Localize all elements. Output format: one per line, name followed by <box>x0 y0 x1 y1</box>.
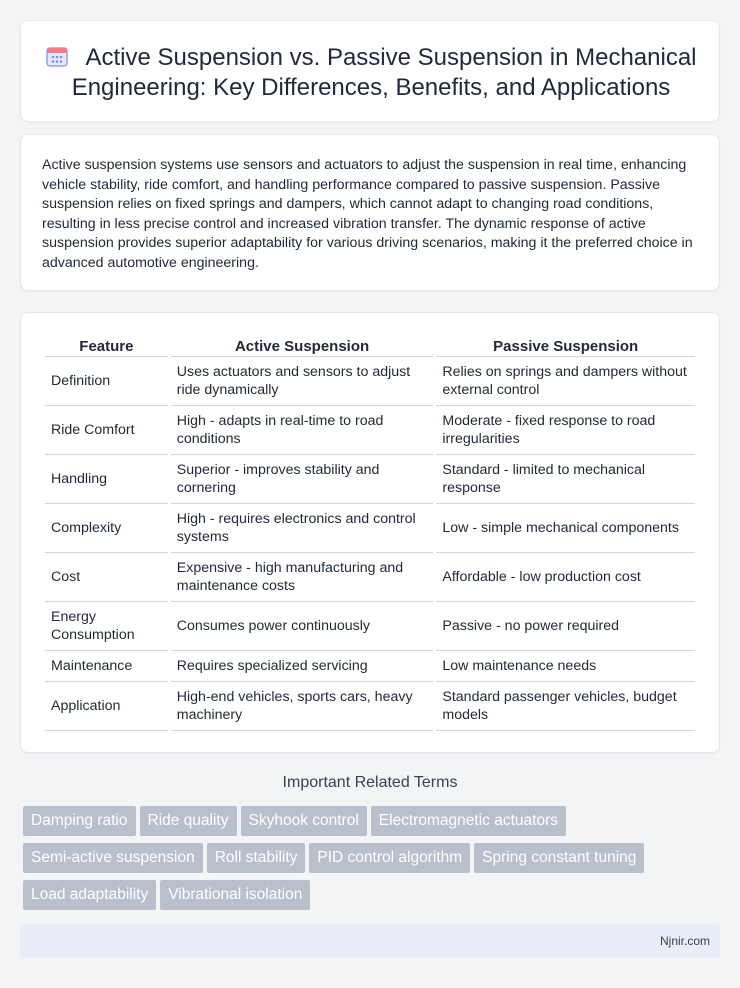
table-cell-active: Expensive - high manufacturing and maintenance costs <box>171 553 434 602</box>
tag-semi-active-suspension[interactable]: Semi-active suspension <box>23 843 203 873</box>
table-cell-feature: Cost <box>45 553 168 602</box>
tag-load-adaptability[interactable]: Load adaptability <box>23 880 156 910</box>
tag-row <box>23 843 723 880</box>
summary-card <box>20 134 720 291</box>
page-title-wrap <box>41 43 701 103</box>
table-cell-passive: Low - simple mechanical components <box>436 504 695 553</box>
table-cell-active: High-end vehicles, sports cars, heavy machinery <box>171 682 434 731</box>
table-cell-active: High - requires electronics and control systems <box>171 504 434 553</box>
table-cell-active: Requires specialized servicing <box>171 651 434 682</box>
table-cell-passive: Relies on springs and dampers without external control <box>436 357 695 406</box>
calendar-icon <box>46 45 68 67</box>
header-passive: Passive Suspension <box>436 335 695 357</box>
page-title: Active Suspension vs. Passive Suspension in Mechanical Engineering: Key Differences, Benefits, and Applications <box>71 44 697 101</box>
table-cell-passive: Passive - no power required <box>436 602 695 651</box>
table-cell-passive: Low maintenance needs <box>436 651 695 682</box>
table-cell-passive: Affordable - low production cost <box>436 553 695 602</box>
related-terms-tags <box>23 806 723 917</box>
table-row <box>45 357 695 406</box>
table-row <box>45 602 695 651</box>
table-row <box>45 455 695 504</box>
table-row <box>45 406 695 455</box>
comparison-table-card <box>20 312 720 753</box>
table-cell-feature: Maintenance <box>45 651 168 682</box>
table-cell-feature: Energy Consumption <box>45 602 168 651</box>
table-row <box>45 651 695 682</box>
table-cell-feature: Definition <box>45 357 168 406</box>
table-cell-active: Consumes power continuously <box>171 602 434 651</box>
table-cell-feature: Application <box>45 682 168 731</box>
footer-brand[interactable]: Njnir.com <box>659 934 710 948</box>
table-cell-passive: Standard - limited to mechanical response <box>436 455 695 504</box>
table-cell-feature: Ride Comfort <box>45 406 168 455</box>
header-active: Active Suspension <box>171 335 434 357</box>
table-cell-passive: Standard passenger vehicles, budget models <box>436 682 695 731</box>
table-cell-active: High - adapts in real-time to road conditions <box>171 406 434 455</box>
table-row <box>45 553 695 602</box>
related-terms-title: Important Related Terms <box>282 774 458 791</box>
tag-damping-ratio[interactable]: Damping ratio <box>23 806 136 836</box>
tag-row <box>23 806 723 843</box>
tag-skyhook-control[interactable]: Skyhook control <box>241 806 367 836</box>
tag-electromagnetic-actuators[interactable]: Electromagnetic actuators <box>371 806 566 836</box>
tag-pid-control-algorithm[interactable]: PID control algorithm <box>309 843 470 873</box>
comparison-table <box>42 335 698 731</box>
table-cell-feature: Complexity <box>45 504 168 553</box>
table-cell-feature: Handling <box>45 455 168 504</box>
table-row <box>45 682 695 731</box>
tag-vibrational-isolation[interactable]: Vibrational isolation <box>160 880 310 910</box>
tag-row <box>23 880 723 917</box>
header-feature: Feature <box>45 335 168 357</box>
title-card <box>20 20 720 122</box>
table-cell-active: Uses actuators and sensors to adjust ride dynamically <box>171 357 434 406</box>
table-cell-passive: Moderate - fixed response to road irregularities <box>436 406 695 455</box>
footer <box>20 924 720 958</box>
table-row <box>45 504 695 553</box>
summary-text: Active suspension systems use sensors and actuators to adjust the suspension in real time, enhancing vehicle stability, ride comfort, and handling performance compared to passive suspension. Passive suspension relies on fixed springs and dampers, which cannot adapt to changing road conditions, resulting in less precise control and increased vibration transfer. The dynamic response of active suspension provides superior adaptability for various driving scenarios, making it the preferred choice in advanced automotive engineering. <box>42 157 693 271</box>
tag-spring-constant-tuning[interactable]: Spring constant tuning <box>474 843 644 873</box>
tag-ride-quality[interactable]: Ride quality <box>140 806 237 836</box>
tag-roll-stability[interactable]: Roll stability <box>207 843 306 873</box>
table-cell-active: Superior - improves stability and cornering <box>171 455 434 504</box>
table-header-row <box>45 335 695 357</box>
